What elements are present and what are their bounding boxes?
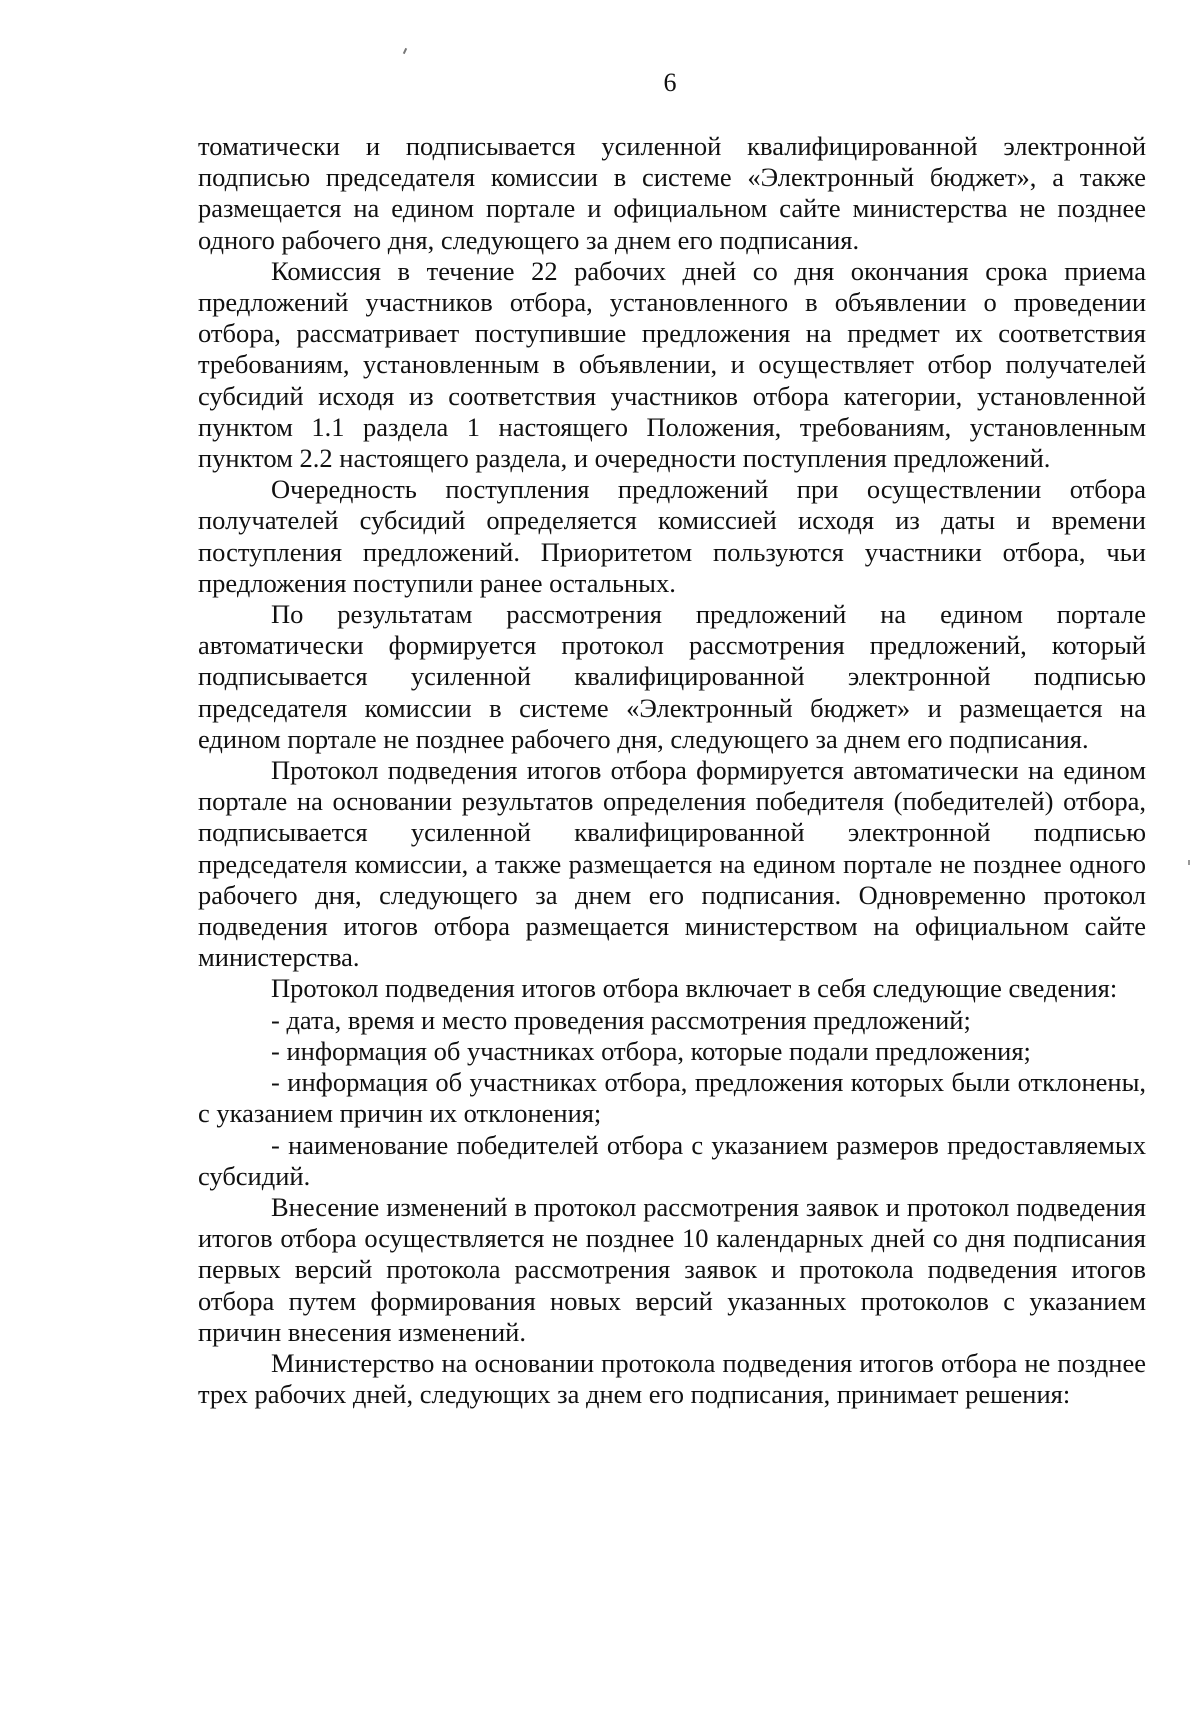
document-body: [198, 131, 1146, 1410]
paragraph: Протокол подведения итогов отбора включает в себя следующие сведения:: [271, 973, 1118, 1004]
paragraph: По результатам рассмотрения предложений на едином портале автоматически формируется протокол рассмотрения предложений, который подписывается усиленной квалифицированной электронной подписью председателя комиссии в системе «Электронный бюджет» и размещается на едином портале не позднее рабочего дня, следующего за днем его подписания.: [198, 599, 1146, 754]
protocol-contents-list: [198, 1005, 1146, 1192]
paragraph: Комиссия в течение 22 рабочих дней со дня окончания срока приема предложений участников отбора, установленного в объявлении о проведении отбора, рассматривает поступившие предложения на предмет их соответствия требованиям, установленным в объявлении, и осуществляет отбор получателей субсидий исходя из соответствия участников отбора категории, установленной пунктом 1.1 раздела 1 настоящего Положения, требованиям, установленным пунктом 2.2 настоящего раздела, и очередности поступления предложений.: [198, 255, 1146, 474]
paragraph: томатически и подписывается усиленной квалифицированной электронной подписью председателя комиссии в системе «Электронный бюджет», а также размещается на едином портале и официальном сайте министерства не позднее одного рабочего дня, следующего за днем его подписания.: [198, 131, 1146, 255]
paragraph: Очередность поступления предложений при осуществлении отбора получателей субсидий определяется комиссией исходя из даты и времени поступления предложений. Приоритетом пользуются участники отбора, чьи предложения поступили ранее остальных.: [198, 474, 1146, 598]
paragraph: Министерство на основании протокола подведения итогов отбора не позднее трех рабочих дней, следующих за днем его подписания, принимает решения:: [198, 1347, 1146, 1410]
scan-artifact: [403, 48, 407, 54]
list-item: - наименование победителей отбора с указанием размеров предоставляемых субсидий.: [198, 1129, 1146, 1191]
scan-artifact: [1188, 860, 1190, 865]
list-item: - дата, время и место проведения рассмотрения предложений;: [271, 1004, 971, 1035]
page-number: 6: [663, 68, 677, 97]
paragraph: Внесение изменений в протокол рассмотрения заявок и протокол подведения итогов отбора осуществляется не позднее 10 календарных дней со дня подписания первых версий протокола рассмотрения заявок и протокола подведения итогов отбора путем формирования новых версий указанных протоколов с указанием причин внесения изменений.: [198, 1191, 1146, 1347]
paragraph: Протокол подведения итогов отбора формируется автоматически на едином портале на основании результатов определения победителя (победителей) отбора, подписывается усиленной квалифицированной электронной подписью председателя комиссии, а также размещается на едином портале не позднее одного рабочего дня, следующего за днем его подписания. Одновременно протокол подведения итогов отбора размещается министерством на официальном сайте министерства.: [198, 755, 1146, 973]
list-item: - информация об участниках отбора, которые подали предложения;: [271, 1035, 1031, 1066]
list-item: - информация об участниках отбора, предложения которых были отклонены, с указанием причин их отклонения;: [198, 1067, 1146, 1129]
